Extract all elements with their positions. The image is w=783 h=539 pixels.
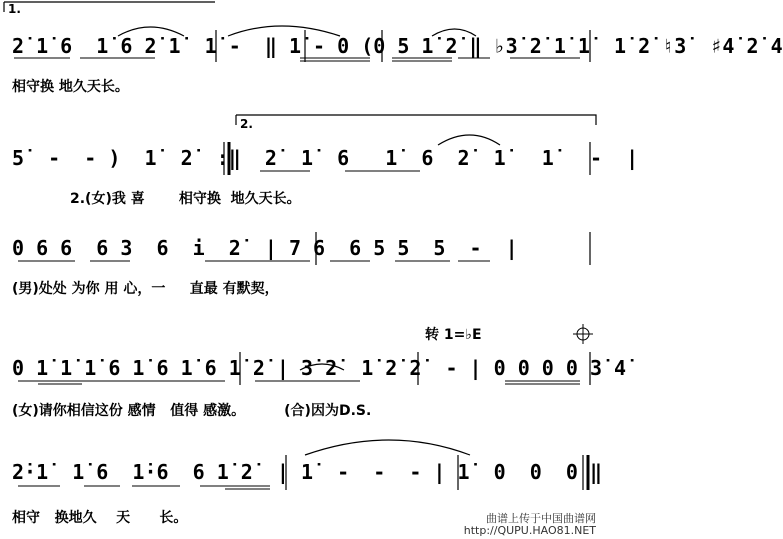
lyrics-row-4: (女)请你相信这份 感情 值得 感激。 (合)因为D.S. bbox=[12, 403, 372, 419]
notes-row-4: 0 1̇ 1̇ 1̇ 6 1̇ 6 1̇ 6 1̇ 2̇ | 3̇ 2̇ 1̇ 2̇ 2̇ - | 0 0 0 0 3̇ 4̇ bbox=[12, 356, 627, 380]
notes-row-3: 0 6 6 6 3 6 i 2̇ | 7 6 6 5 5 5 - | bbox=[12, 236, 518, 260]
volta-1-bracket bbox=[4, 2, 215, 12]
notes-row-1: 2̇ 1̇ 6 1̇ 6 2̇ 1̇ 1̇ - ‖ 1̇ - 0 (0 5 1̇ 2̇ ‖ ♭3̇ 2̇ 1̇ 1̇ 1̇ 2̇ ♮3̇ ♯4̇ 2̇ 4̇ bbox=[12, 34, 783, 58]
notes-row-2: 5̇ - - ) 1̇ 2̇ :‖ 2̇ 1̇ 6 1̇ 6 2̇ 1̇ 1̇ - | bbox=[12, 146, 639, 170]
volta-2-bracket bbox=[236, 115, 596, 125]
key-change: 转 1=♭E bbox=[425, 327, 482, 343]
tie bbox=[305, 440, 470, 455]
lyrics-row-2: 2.(女)我 喜 相守换 地久天长。 bbox=[70, 191, 301, 207]
lyrics-row-1: 相守换 地久天长。 bbox=[12, 79, 129, 95]
slur bbox=[438, 135, 500, 145]
volta-1-label: 1. bbox=[8, 2, 21, 16]
watermark-title: 曲谱上传于中国曲谱网 bbox=[486, 512, 596, 525]
watermark bbox=[464, 513, 596, 537]
lyrics-row-5: 相守 换地久 天 长。 bbox=[12, 510, 188, 526]
lyrics-row-3: (男)处处 为你 用 心，一 直最 有默契， bbox=[12, 281, 279, 297]
volta-2-label: 2. bbox=[240, 117, 253, 131]
notes-row-5: 2̇·1̇ 1̇ 6 1̇·6 6 1̇ 2̇ | 1̇ - - - | 1̇ 0 0 0 ‖ bbox=[12, 460, 603, 484]
watermark-url: http://QUPU.HAO81.NET bbox=[463, 524, 596, 537]
